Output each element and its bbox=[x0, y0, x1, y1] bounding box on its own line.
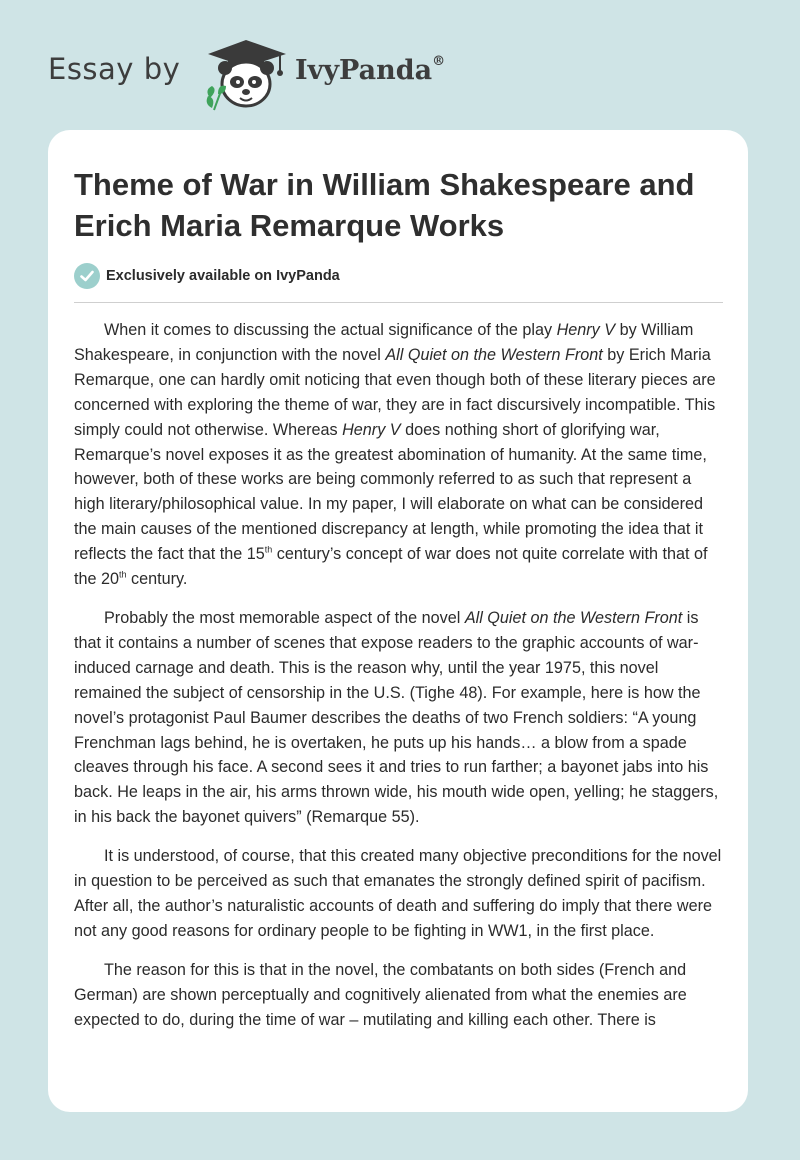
essay-paragraph: When it comes to discussing the actual significance of the play Henry V by William Shakespeare, in conjunction with the novel All Quiet on the Western Front by Erich Maria Remarque, one can hardly omit noticing that even though both of these literary pieces are concerned with exploring the theme of war, they are in fact discursively incompatible. This simply could not otherwise. Whereas Henry V does nothing short of glorifying war, Remarque’s novel exposes it as the greatest abomination of humanity. At the same time, however, both of these works are being commonly referred to as such that represent a high literary/philosophical value. In my paper, I will elaborate on what can be considered the main causes of the mentioned discrepancy at length, while promoting the idea that it reflects the fact that the 15th century’s concept of war does not quite correlate with that of the 20th century. bbox=[74, 321, 716, 589]
exclusive-badge bbox=[74, 262, 340, 290]
essay-paragraph: It is understood, of course, that this created many objective preconditions for the novel in question to be perceived as such that emanates the strongly defined spirit of pacifism. After all, the author’s naturalistic accounts of death and suffering do imply that there were not any good reasons for ordinary people to be fighting in WW1, in the first place. bbox=[74, 847, 722, 940]
brand-name: IvyPanda® bbox=[295, 54, 446, 86]
essay-paragraph: The reason for this is that in the novel, the combatants on both sides (French and German) are shown perceptually and cognitively alienated from what the enemies are expected to do, during the time of war – mutilating and killing each other. There is bbox=[74, 960, 687, 1029]
italic-title: All Quiet on the Western Front bbox=[464, 608, 683, 627]
essay-by-label: Essay by bbox=[48, 52, 181, 86]
essay-title: Theme of War in William Shakespeare and Erich Maria Remarque Works bbox=[74, 167, 695, 243]
italic-title: All Quiet on the Western Front bbox=[385, 345, 603, 364]
ordinal-suffix: th bbox=[119, 569, 127, 580]
essay-paragraph: Probably the most memorable aspect of the novel All Quiet on the Western Front is that it contains a number of scenes that expose readers to the graphic accounts of war-induced carnage and death. This is the reason why, until the year 1975, this novel remained the subject of censorship in the U.S. (Tighe 48). For example, here is how the novel’s protagonist Paul Baumer describes the deaths of two French soldiers: “A young Frenchman lags behind, he is overtaken, he puts up his hands… a blow from a spade cleaves through his face. A second sees it and tries to run farther; a bayonet jabs into his back. He leaps in the air, his arms thrown wide, his mouth wide open, yelling; he staggers, in his back the bayonet quivers” (Remarque 55). bbox=[74, 608, 719, 827]
essay-body bbox=[74, 318, 724, 1046]
check-icon bbox=[74, 263, 100, 289]
italic-title: Henry V bbox=[342, 420, 401, 439]
ordinal-suffix: th bbox=[264, 544, 273, 555]
site-header bbox=[0, 0, 800, 130]
divider bbox=[74, 302, 723, 303]
exclusive-badge-label: Exclusively available on IvyPanda bbox=[106, 268, 340, 284]
italic-title: Henry V bbox=[556, 321, 616, 339]
panda-graduate-logo-icon bbox=[200, 36, 292, 112]
essay-card bbox=[48, 130, 748, 1112]
